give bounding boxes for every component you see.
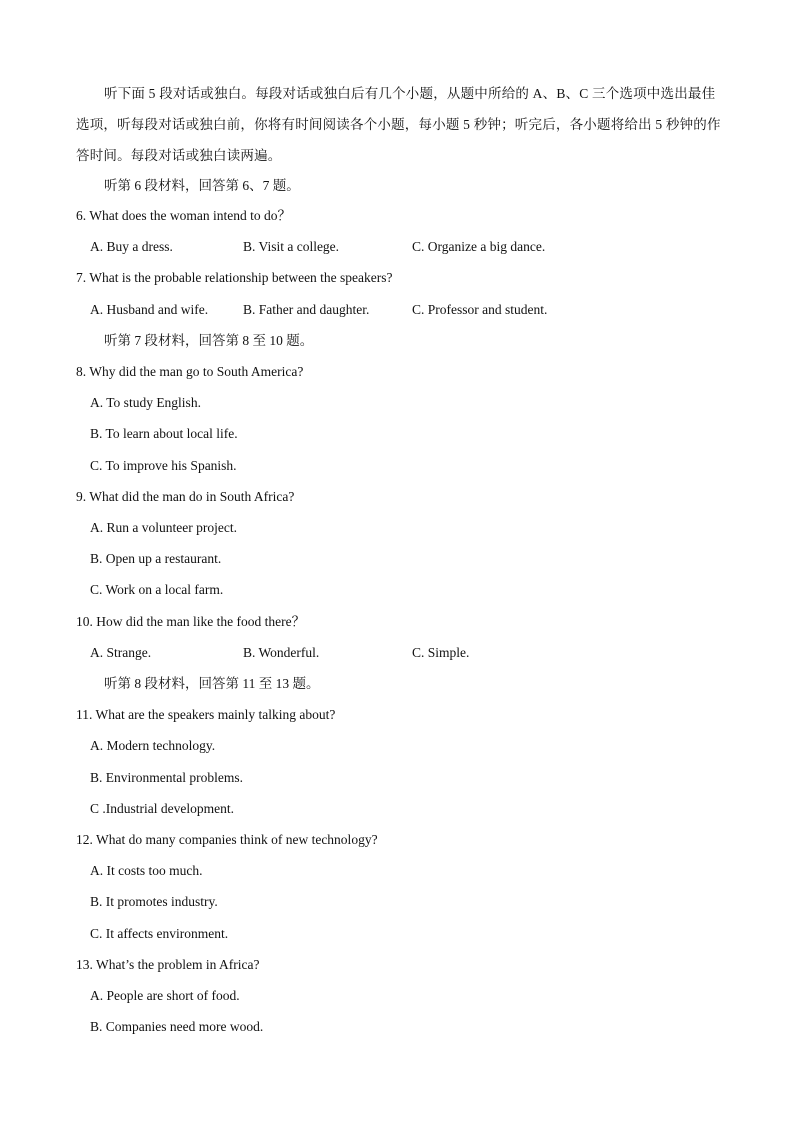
question-7: 7. What is the probable relationship between the speakers? — [76, 270, 393, 285]
question-10-option-c: C. Simple. — [412, 645, 470, 660]
question-7-option-c: C. Professor and student. — [412, 302, 548, 317]
question-9-option-b: B. Open up a restaurant. — [90, 551, 222, 566]
question-7-option-a: A. Husband and wife. — [90, 302, 209, 317]
section-7-note: 听第 7 段材料，回答第 8 至 10 题。 — [104, 333, 314, 348]
question-13-option-b: B. Companies need more wood. — [90, 1019, 264, 1034]
question-12-option-b: B. It promotes industry. — [90, 894, 218, 909]
question-6-option-a: A. Buy a dress. — [90, 239, 173, 254]
question-13-option-a: A. People are short of food. — [90, 988, 240, 1003]
question-8-option-c: C. To improve his Spanish. — [90, 458, 237, 473]
question-6-option-c: C. Organize a big dance. — [412, 239, 546, 254]
instructions-paragraph: 听下面 5 段对话或独白。每段对话或独白后有几个小题，从题中所给的 A、B、C 三个选项中选出最佳选项，听每段对话或独白前，你将有时间阅读各个小题，每小题 5 秒钟；听完后，各小题将给出 5 秒钟的作答时间。每段对话或独白读两遍。 — [76, 86, 721, 163]
question-8-option-a: A. To study English. — [90, 395, 201, 410]
question-10-option-b: B. Wonderful. — [243, 645, 320, 660]
question-12-option-c: C. It affects environment. — [90, 926, 229, 941]
question-7-option-b: B. Father and daughter. — [243, 302, 370, 317]
question-11-option-a: A. Modern technology. — [90, 738, 216, 753]
question-9-option-a: A. Run a volunteer project. — [90, 520, 237, 535]
question-10: 10. How did the man like the food there？ — [76, 614, 306, 629]
question-8-option-b: B. To learn about local life. — [90, 426, 238, 441]
question-13: 13. What’s the problem in Africa? — [76, 957, 260, 972]
section-6-note: 听第 6 段材料，回答第 6、7 题。 — [104, 178, 300, 193]
question-8: 8. Why did the man go to South America? — [76, 364, 304, 379]
question-11-option-c: C .Industrial development. — [90, 801, 234, 816]
question-12: 12. What do many companies think of new technology? — [76, 832, 378, 847]
question-10-option-a: A. Strange. — [90, 645, 152, 660]
question-11-option-b: B. Environmental problems. — [90, 770, 243, 785]
question-12-option-a: A. It costs too much. — [90, 863, 203, 878]
section-8-note: 听第 8 段材料，回答第 11 至 13 题。 — [104, 676, 320, 691]
question-6-option-b: B. Visit a college. — [243, 239, 340, 254]
question-9: 9. What did the man do in South Africa? — [76, 489, 295, 504]
question-6: 6. What does the woman intend to do？ — [76, 208, 291, 223]
question-11: 11. What are the speakers mainly talking about? — [76, 707, 336, 722]
question-9-option-c: C. Work on a local farm. — [90, 582, 224, 597]
